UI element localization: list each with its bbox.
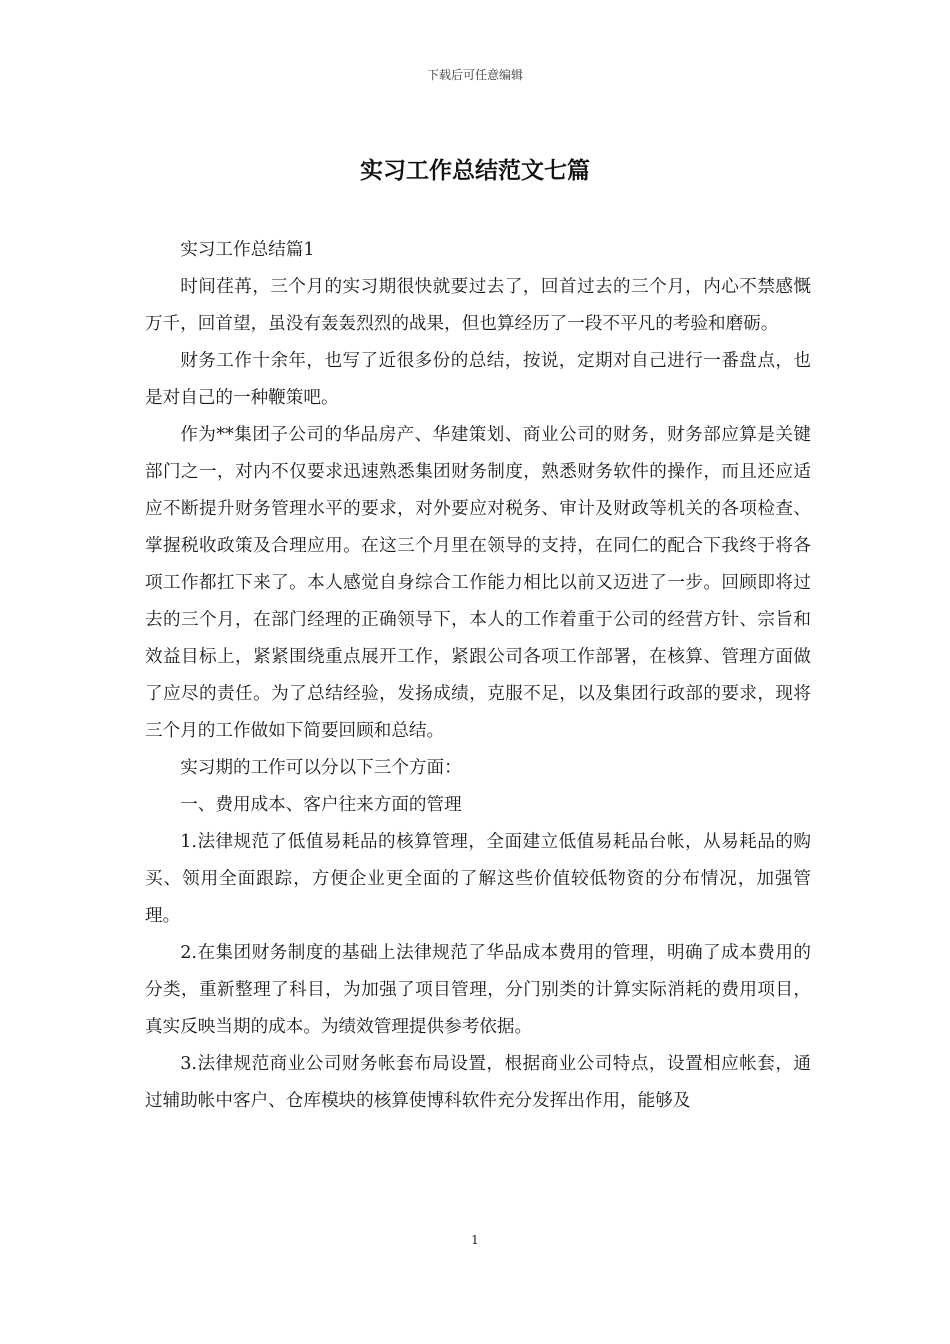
subsection-heading: 一、费用成本、客户往来方面的管理 (180, 795, 462, 815)
list-item: 3.法律规范商业公司财务帐套布局设置，根据商业公司特点，设置相应帐套，通过辅助帐中客户、仓库模块的核算使博科软件充分发挥出作用，能够及 (145, 1054, 811, 1111)
section-heading: 实习工作总结篇1 (180, 240, 315, 260)
paragraph: 财务工作十余年，也写了近很多份的总结，按说，定期对自己进行一番盘点，也是对自己的一种鞭策吧。 (145, 351, 811, 408)
page-header: 下载后可任意编辑 (426, 68, 523, 82)
document-body (145, 232, 811, 1120)
page-number: 1 (471, 1233, 479, 1247)
paragraph: 实习期的工作可以分以下三个方面： (180, 758, 462, 778)
list-item: 1.法律规范了低值易耗品的核算管理，全面建立低值易耗品台帐，从易耗品的购买、领用全面跟踪，方便企业更全面的了解这些价值较低物资的分布情况，加强管理。 (145, 832, 811, 926)
document-title: 实习工作总结范文七篇 (360, 157, 590, 184)
list-item: 2.在集团财务制度的基础上法律规范了华品成本费用的管理，明确了成本费用的分类，重新整理了科目，为加强了项目管理，分门别类的计算实际消耗的费用项目，真实反映当期的成本。为绩效管理提供参考依据。 (145, 943, 811, 1037)
paragraph: 时间荏苒，三个月的实习期很快就要过去了，回首过去的三个月，内心不禁感慨万千，回首望，虽没有轰轰烈烈的战果，但也算经历了一段不平凡的考验和磨砺。 (145, 277, 811, 334)
paragraph: 作为**集团子公司的华品房产、华建策划、商业公司的财务，财务部应算是关键部门之一，对内不仅要求迅速熟悉集团财务制度，熟悉财务软件的操作，而且还应适应不断提升财务管理水平的要求，对外要应对税务、审计及财政等机关的各项检查、掌握税收政策及合理应用。在这三个月里在领导的支持，在同仁的配合下我终于将各项工作都扛下来了。本人感觉自身综合工作能力相比以前又迈进了一步。回顾即将过去的三个月，在部门经理的正确领导下，本人的工作着重于公司的经营方针、宗旨和效益目标上，紧紧围绕重点展开工作，紧跟公司各项工作部署，在核算、管理方面做了应尽的责任。为了总结经验，发扬成绩，克服不足，以及集团行政部的要求，现将三个月的工作做如下简要回顾和总结。 (145, 425, 811, 741)
